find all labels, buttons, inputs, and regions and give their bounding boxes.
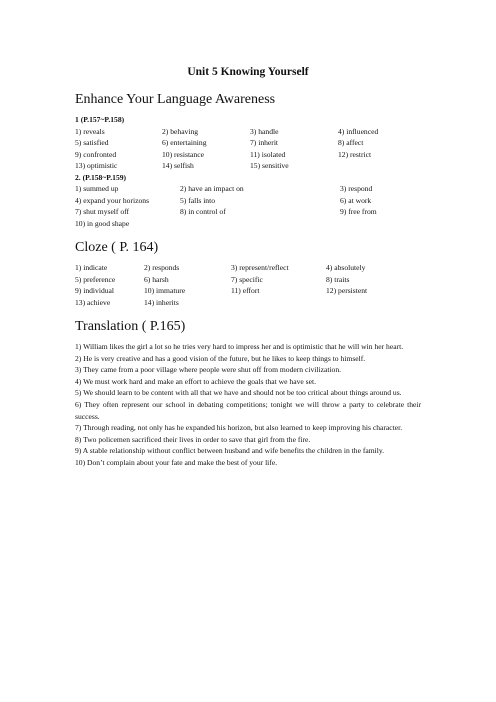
- answer-item: 11) effort: [231, 286, 260, 295]
- translation-item: 1) William likes the girl a lot so he tries very hard to impress her and is optimistic that he will win her heart.: [75, 342, 404, 351]
- answer-item: 12) restrict: [338, 149, 372, 159]
- answer-item: 4) influenced: [338, 126, 379, 136]
- answer-row: [75, 218, 421, 230]
- answer-item: 9) free from: [340, 207, 377, 216]
- answer-item: 7) inherit: [250, 138, 279, 147]
- part2-label: 2. (P.158~P.159): [75, 172, 127, 182]
- translation-item: 8) Two policemen sacrificed their lives in order to save that girl from the fire.: [75, 434, 311, 444]
- answer-row: [75, 160, 421, 172]
- answer-item: 4) absolutely: [326, 263, 366, 272]
- answer-item: [180, 218, 340, 230]
- answer-row: [75, 206, 421, 218]
- section-heading-language-awareness: Enhance Your Language Awareness: [75, 92, 276, 107]
- answer-item: 2) responds: [144, 263, 180, 272]
- answer-item: 2) have an impact on: [180, 184, 244, 193]
- answer-item: 3) represent/reflect: [231, 263, 289, 272]
- answer-row: [75, 285, 421, 297]
- section-heading-translation: Translation ( P.165): [75, 319, 186, 334]
- document-page: [75, 66, 421, 469]
- answer-row: [75, 297, 421, 309]
- cloze-answer-grid: [75, 262, 421, 308]
- answer-item: 9) individual: [75, 286, 115, 295]
- answer-row: [75, 149, 421, 161]
- answer-item: [338, 160, 421, 172]
- answer-item: 14) selfish: [162, 161, 194, 170]
- translation-item: 5) We should learn to be content with all that we have and should not be too critical about things around us.: [75, 388, 402, 398]
- answer-item: 10) resistance: [162, 149, 204, 159]
- answer-row: [75, 262, 421, 274]
- part1-label: 1 (P.157~P.158): [75, 115, 125, 124]
- answer-item: 13) achieve: [75, 297, 111, 307]
- answer-item: 1) indicate: [75, 263, 108, 272]
- answer-item: 12) persistent: [326, 286, 368, 295]
- answer-row: [75, 274, 421, 286]
- answer-item: [326, 297, 421, 309]
- answer-item: 1) reveals: [75, 126, 105, 136]
- answer-item: 15) sensitive: [250, 161, 289, 170]
- answer-item: 13) optimistic: [75, 161, 118, 170]
- part1-answer-grid: [75, 126, 421, 172]
- answer-item: 8) traits: [326, 274, 350, 284]
- answer-item: 7) specific: [231, 274, 263, 284]
- answer-row: [75, 126, 421, 138]
- translation-item: 9) A stable relationship without conflict between husband and wife benefits the children in the family.: [75, 446, 385, 456]
- answer-row: [75, 137, 421, 149]
- translation-item: 4) We must work hard and make an effort to achieve the goals that we have set.: [75, 376, 316, 386]
- translation-list: [75, 341, 421, 469]
- answer-item: 6) entertaining: [162, 138, 207, 147]
- answer-item: 3) respond: [340, 184, 373, 193]
- translation-item: 10) Don’t complain about your fate and make the best of your life.: [75, 457, 278, 467]
- answer-item: 7) shut myself off: [75, 207, 130, 216]
- answer-item: 8) affect: [338, 138, 364, 147]
- answer-item: 4) expand your horizons: [75, 195, 150, 205]
- answer-item: 10) in good shape: [75, 218, 130, 228]
- answer-item: [340, 218, 421, 230]
- answer-item: 10) immature: [144, 286, 186, 295]
- section-heading-cloze: Cloze ( P. 164): [75, 240, 159, 255]
- answer-item: 9) confronted: [75, 149, 117, 159]
- answer-item: 5) satisfied: [75, 138, 109, 147]
- answer-item: 3) handle: [250, 126, 279, 136]
- answer-item: 5) preference: [75, 274, 116, 284]
- unit-title: Unit 5 Knowing Yourself: [187, 66, 309, 78]
- translation-item: 2) He is very creative and has a good vision of the future, but he likes to keep things to himself.: [75, 353, 366, 363]
- answer-item: 6) at work: [340, 195, 372, 205]
- answer-item: 11) isolated: [250, 149, 286, 159]
- answer-item: 1) summed up: [75, 184, 119, 193]
- answer-item: 6) harsh: [144, 274, 169, 284]
- answer-item: 8) in control of: [180, 207, 226, 216]
- answer-row: [75, 195, 421, 207]
- translation-item: 6) They often represent our school in debating competitions; tonight we will throw a party to celebrate their success.: [75, 399, 421, 421]
- part2-answer-grid: [75, 183, 421, 229]
- answer-item: 14) inherits: [144, 297, 179, 307]
- answer-item: 5) falls into: [180, 195, 216, 205]
- translation-item: 7) Through reading, not only has he expanded his horizon, but also learned to keep improving his character.: [75, 423, 403, 433]
- answer-item: [231, 297, 326, 309]
- answer-item: 2) behaving: [162, 126, 199, 136]
- translation-item: 3) They came from a poor village where people were shut off from modern civilization.: [75, 365, 342, 375]
- answer-row: [75, 183, 421, 195]
